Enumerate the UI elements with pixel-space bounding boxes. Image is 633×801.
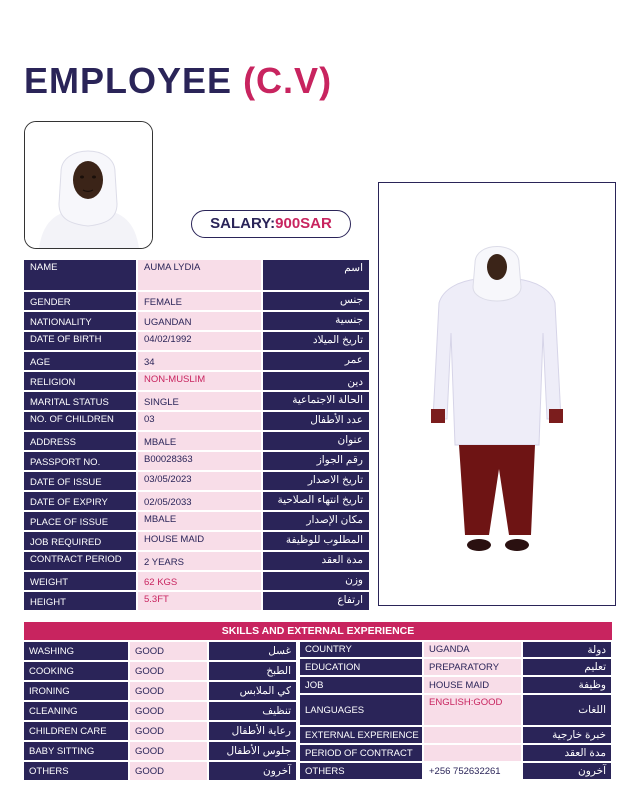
field-label: PASSPORT NO.	[24, 452, 136, 470]
field-arabic: وزن	[263, 572, 369, 590]
table-row	[24, 572, 369, 590]
experience-label: EXTERNAL EXPERIENCE	[300, 727, 422, 743]
experience-arabic: اللغات	[523, 695, 611, 725]
skill-value: GOOD	[130, 702, 207, 720]
salary-value: 900SAR	[275, 215, 332, 232]
field-label: DATE OF BIRTH	[24, 332, 136, 350]
salary-badge	[191, 210, 351, 238]
experience-arabic: دولة	[523, 642, 611, 657]
field-arabic: عدد الأطفال	[263, 412, 369, 430]
field-arabic: تاريخ الميلاد	[263, 332, 369, 350]
skill-arabic: تنظيف	[209, 702, 296, 720]
field-value: 03	[138, 412, 261, 430]
skill-label: IRONING	[24, 682, 128, 700]
field-label: HEIGHT	[24, 592, 136, 610]
skill-label: COOKING	[24, 662, 128, 680]
field-value: 03/05/2023	[138, 472, 261, 490]
field-value: 62 KGS	[138, 572, 261, 590]
skill-arabic: الطبخ	[209, 662, 296, 680]
field-value: UGANDAN	[138, 312, 261, 330]
field-arabic: اسم	[263, 260, 369, 290]
experience-arabic: آخرون	[523, 763, 611, 779]
full-body-photo	[378, 182, 616, 606]
field-value: 5.3FT	[138, 592, 261, 610]
field-label: WEIGHT	[24, 572, 136, 590]
table-row	[24, 592, 369, 610]
field-label: JOB REQUIRED	[24, 532, 136, 550]
field-label: RELIGION	[24, 372, 136, 390]
field-arabic: جنس	[263, 292, 369, 310]
field-arabic: مدة العقد	[263, 552, 369, 570]
title-main: EMPLOYEE	[24, 60, 233, 101]
field-value: HOUSE MAID	[138, 532, 261, 550]
table-row	[24, 332, 369, 350]
experience-label: EDUCATION	[300, 659, 422, 675]
field-label: PLACE OF ISSUE	[24, 512, 136, 530]
field-value: AUMA LYDIA	[138, 260, 261, 290]
experience-value: UGANDA	[424, 642, 521, 657]
table-row	[300, 727, 611, 743]
skills-header: SKILLS AND EXTERNAL EXPERIENCE	[24, 622, 612, 640]
skill-value: GOOD	[130, 762, 207, 780]
skill-arabic: جلوس الأطفال	[209, 742, 296, 760]
field-arabic: جنسية	[263, 312, 369, 330]
field-label: NATIONALITY	[24, 312, 136, 330]
field-arabic: تاريخ الاصدار	[263, 472, 369, 490]
field-arabic: الحالة الاجتماعية	[263, 392, 369, 410]
field-value: B00028363	[138, 452, 261, 470]
field-label: DATE OF ISSUE	[24, 472, 136, 490]
table-row	[24, 552, 369, 570]
table-row	[300, 642, 611, 657]
field-arabic: عمر	[263, 352, 369, 370]
skill-value: GOOD	[130, 642, 207, 660]
field-value: 04/02/1992	[138, 332, 261, 350]
field-value: MBALE	[138, 432, 261, 450]
field-label: GENDER	[24, 292, 136, 310]
skill-value: GOOD	[130, 722, 207, 740]
field-arabic: المطلوب للوظيفة	[263, 532, 369, 550]
field-value: NON-MUSLIM	[138, 372, 261, 390]
experience-label: JOB	[300, 677, 422, 693]
page-title	[24, 60, 332, 102]
field-label: MARITAL STATUS	[24, 392, 136, 410]
field-arabic: رقم الجواز	[263, 452, 369, 470]
field-arabic: تاريخ انتهاء الصلاحية	[263, 492, 369, 510]
skill-arabic: آخرون	[209, 762, 296, 780]
table-row	[24, 532, 369, 550]
table-row	[24, 412, 369, 430]
table-row	[24, 512, 369, 530]
experience-label: LANGUAGES	[300, 695, 422, 725]
skill-arabic: رعاية الأطفال	[209, 722, 296, 740]
skill-label: WASHING	[24, 642, 128, 660]
table-row	[24, 682, 296, 700]
table-row	[24, 722, 296, 740]
table-row	[24, 352, 369, 370]
table-row	[24, 372, 369, 390]
experience-value	[424, 745, 521, 761]
field-label: NAME	[24, 260, 136, 290]
table-row	[24, 702, 296, 720]
skill-value: GOOD	[130, 742, 207, 760]
field-value: 02/05/2033	[138, 492, 261, 510]
field-label: CONTRACT PERIOD	[24, 552, 136, 570]
experience-arabic: مدة العقد	[523, 745, 611, 761]
field-value: MBALE	[138, 512, 261, 530]
table-row	[24, 762, 296, 780]
table-row	[24, 392, 369, 410]
table-row	[300, 745, 611, 761]
field-arabic: مكان الإصدار	[263, 512, 369, 530]
field-label: DATE OF EXPIRY	[24, 492, 136, 510]
skill-arabic: كي الملابس	[209, 682, 296, 700]
field-label: AGE	[24, 352, 136, 370]
experience-value: +256 752632261	[424, 763, 521, 779]
experience-value	[424, 727, 521, 743]
table-row	[24, 312, 369, 330]
skill-label: BABY SITTING	[24, 742, 128, 760]
field-value: 34	[138, 352, 261, 370]
experience-arabic: خبرة خارجية	[523, 727, 611, 743]
experience-value: PREPARATORY	[424, 659, 521, 675]
field-arabic: ارتفاع	[263, 592, 369, 610]
table-row	[24, 452, 369, 470]
field-value: 2 YEARS	[138, 552, 261, 570]
skill-arabic: غسل	[209, 642, 296, 660]
skill-label: OTHERS	[24, 762, 128, 780]
skill-label: CHILDREN CARE	[24, 722, 128, 740]
table-row	[24, 742, 296, 760]
experience-label: OTHERS	[300, 763, 422, 779]
field-label: ADDRESS	[24, 432, 136, 450]
experience-value: HOUSE MAID	[424, 677, 521, 693]
table-row	[24, 260, 369, 290]
experience-arabic: وظيفة	[523, 677, 611, 693]
experience-label: PERIOD OF CONTRACT	[300, 745, 422, 761]
table-row	[24, 662, 296, 680]
table-row	[300, 763, 611, 779]
table-row	[300, 677, 611, 693]
title-accent: (C.V)	[243, 60, 333, 101]
experience-label: COUNTRY	[300, 642, 422, 657]
skill-value: GOOD	[130, 662, 207, 680]
skill-label: CLEANING	[24, 702, 128, 720]
skill-value: GOOD	[130, 682, 207, 700]
experience-arabic: تعليم	[523, 659, 611, 675]
field-value: SINGLE	[138, 392, 261, 410]
field-label: NO. OF CHILDREN	[24, 412, 136, 430]
table-row	[24, 432, 369, 450]
table-row	[24, 472, 369, 490]
experience-value: ENGLISH:GOOD	[424, 695, 521, 725]
portrait-photo	[24, 121, 153, 249]
table-row	[24, 292, 369, 310]
table-row	[300, 695, 611, 725]
table-row	[24, 642, 296, 660]
salary-label: SALARY:	[210, 215, 276, 232]
field-arabic: دين	[263, 372, 369, 390]
table-row	[300, 659, 611, 675]
field-value: FEMALE	[138, 292, 261, 310]
table-row	[24, 492, 369, 510]
field-arabic: عنوان	[263, 432, 369, 450]
